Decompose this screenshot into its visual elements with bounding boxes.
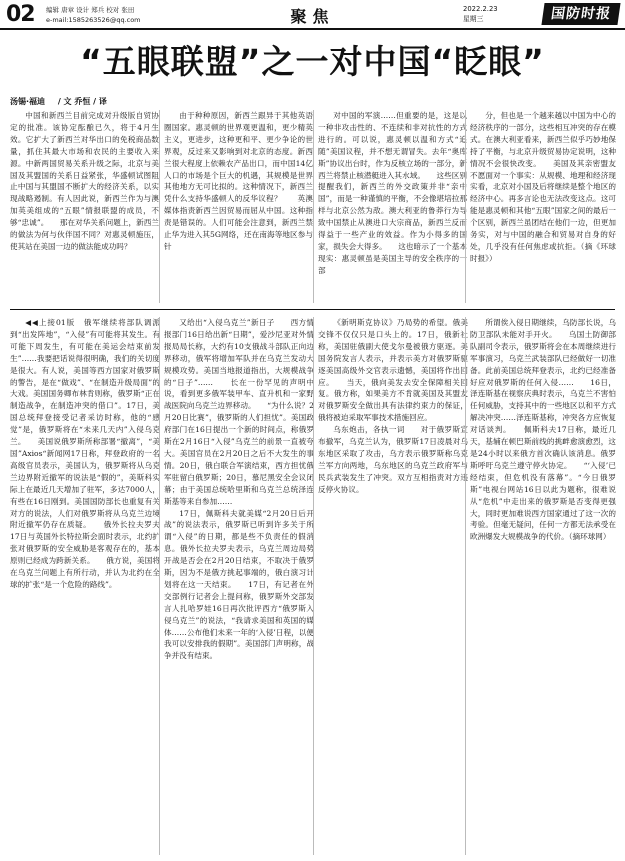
byline-label: 汤锡·福迪 bbox=[10, 97, 46, 106]
byline-author: / 文 乔恒 / 译 bbox=[57, 97, 107, 106]
page-header bbox=[0, 0, 625, 30]
paragraph: 中国和新西兰目前完成对升级版自贸协定的批准。该协定酝酿已久，将于4月生效。它扩大了新西兰对华出口的免税商品数量，抓住其最大市场和农民的主要收入来源。中新两国贸易关系升级之际，北京与美国及其盟国的关系日益紧张，华盛顿试图阻止中国与其盟国不断扩大的经济关系，以实现战略遏制。有人因此说，新西兰作为与澳加英美组成的“五眼”情报联盟的成员，不够“忠诚”。 那在对华关系问题上，新西兰的做法为何与伙伴国不同？对惠灵顿施压，使其站在美国一边的做法能成功吗？ bbox=[10, 111, 159, 251]
article-headline: “五眼联盟”之一对中国“眨眼” bbox=[80, 42, 545, 81]
paragraph: 所谓俟入侵日期继续，乌防部长说，乌防卫部队未能对手开火。 乌国土防御部队副司令表示，俄罗斯将会在本周继续进行军事演习，乌克兰武装部队已经做好一切准备。此前美国总统拜登表示，北约已经准备好应对俄罗斯的任何入侵…… 16日，泽连斯基在视察庆典时表示，乌克兰不害怕任何威胁，支持其中的一些地区以和平方式解决冲突……泽连斯基称，冲突各方应恢复对话谈判。 佩斯科夫17日称，最近几天，基辅在顿巴斯前线的挑衅愈演愈烈，这是24小时以来俄方首次确认该消息。俄罗斯呼吁乌克兰遵守停火协定。 “‘入侵’已经结束，但危机没有落幕”。“今日俄罗斯”电视台网站16日以此为题称，很难说从“危机”中走出来的俄罗斯是否变得更强大，同时更加难说西方国家通过了这一次的考验。但毫无疑问，任何一方都无法承受在欧洲爆发大规模战争的代价。（摘环球网） bbox=[470, 318, 616, 542]
paragraph: 《新明斯克协议》乃局势的希望。俄美交锋不仅仅只是口头上的。17日，俄新社称，美国驻俄副大使戈尔曼被俄方驱逐。美国务院发言人表示，并表示美方对俄罗斯驱逐美国高级外交官表示遗憾，美国将作出回应。 当天，俄向美发去安全保障相关回复。俄方称，如果美方不肯就美国及其盟友对俄罗斯安全做出具有法律约束力的保证，俄将被迫采取军事技术措施回应。 bbox=[318, 318, 468, 423]
paragraph: ◀◀上接01版 俄军继续将部队调派到“出发阵地”，“入侵”有可能将其发生。有可能下周发生，有可能在美运会结束前发生”……我要把话说得很明确，我们的关切度是很大。有人说，美国等西方国家对俄罗斯的警告，是在“做戏”、“在制造升级局面”的大戏。美国国务卿布林肯则称，俄罗斯“正在制造战争，在制造冲突的借口”。17日，美国总统拜登接受记者采访时称，他的“感觉”是，俄罗斯将在“未来几天内”入侵乌克兰。 美国说俄罗斯所称部署“撤离”，“美国”Axios“新闻网17日称，拜登政府的一名高级官员表示，美国认为，俄罗斯将从乌克兰边界附近撤军的说法是“假的”，美斯科实际上在最近几天增加了驻军，多达7000人，有些在16日刚到。美国国防部长也重复有关对方的说法，人们对俄罗斯将从乌克兰边境附近撤军仍存在质疑。 俄外长拉夫罗夫17日与英国外长特拉斯会面时表示，北约扩张对俄罗斯的安全威胁是客观存在的，基本原则已经成为跨新关系。 俄方说，美国将在乌克兰问题上有所行动，并认为北约在全球的扩张“是一个危险的路线”。 bbox=[10, 318, 160, 589]
column-divider bbox=[465, 110, 466, 303]
column-divider bbox=[159, 317, 160, 855]
paragraph: 由于种种原因，新西兰跟异于其他英语圈国家。惠灵顿的世界观更温和，更少精英主义，更进步，这种更和平、更少争论的世界观，反过来又影响到对北京的态度。新西兰很大程度上依赖农产品出口，而中国14亿人口的市场是个巨大的机遇，其规模是世界其他地方无可比拟的。这种情况下，新西兰凭什么支持华盛顿人的反华议程？ 英澳媒体指责新西兰因贸易而屈从中国。这种指责是错误的。人们可能会注意到，新西兰禁止华为进入其5G网络，还在南海等地区参与针 bbox=[164, 111, 313, 251]
column-divider bbox=[313, 317, 314, 855]
page-number: 02 bbox=[6, 2, 35, 27]
paragraph: 又给出“入侵乌克兰”新日子 西方情报部门16日给出新“日期”，爱沙尼亚对外情报局局长称，大约有10支俄战斗部队正向边界移动，俄军将增加军队并在乌克兰发动大规模攻势。美国当地报道指出，大规模战争的“日子”…… 长在一份罕见的声明中说，看到更多俄军装甲车、直升机和一家野战医院向乌克兰边界移动。 “为什么说？2月20日比赛”，俄罗斯的人们担忧”。美国政府部门在16日提出一个新的时间点，称俄罗斯在2月16日“入侵”乌克兰的前景一直被夸大。美国官员在2月20日之后不大发生的事情。20日，俄白联合军演结束，西方担忧俄军驻留白俄罗斯；20日，慕尼黑安全会议闭幕；由于美国总统哈里斯和乌克兰总统泽连斯基等来自参加…… bbox=[164, 318, 314, 506]
bottom-column-1 bbox=[10, 317, 160, 855]
bottom-column-2 bbox=[164, 317, 314, 855]
paragraph: 对中国的军演……但重要的是，这是以一种非攻击性的、不连续和非对抗性的方式进行的。可以说，惠灵顿以温和方式“追随”美国议程，并不想无谓冒失。去年“奥库斯”协议出台时，作为反核立场的一部分，新西兰将禁止核潜艇进入其水域。 这些区别提醒我们，新西兰的外交政策并非“亲中国”，而是一种谨慎的平衡，不会像堪培拉那样与北京公然为敌。澳大利亚的鲁莽行为导致中国禁止从澳进口大宗商品，新西兰反而得益于一些产业的效益。作为小得多的国家，损失会大得多。 这也暗示了一个基本现实：惠灵顿虽是美国主导的安全秩序的一部 bbox=[318, 111, 467, 275]
paragraph: 乌东炮击，各执一词 对于俄罗斯宣布撤军，乌克兰认为，俄罗斯17日凌晨对乌东地区采取了攻击，乌方表示俄罗斯称乌克兰军方向两地，乌东地区的乌克兰政府军与民兵武装发生了冲突。双方互相指责对方违反停火协议。 bbox=[318, 425, 468, 494]
column-divider bbox=[465, 317, 466, 855]
paragraph: 分，但也是一个越来越以中国为中心的经济秩序的一部分，这些相互冲突的存在模式。在澳大利亚看来，新西兰似乎巧妙地保持了平衡，与北京升级贸易协定说明，这种情况不会很快改变。 美国及其亲密盟友不愿面对一个事实：从规模、地理和经济现实看，北京对小国及后将继续是整个地区的经济中心。再多言论也无法改变这点。这可能是惠灵顿和其他“五眼”国家之间的最后一个区别，新西兰虽团结在他们一边，但更加务实，对与中国的融合和贸易对自身的好处，几乎没有任何焦虑或抗拒。（摘《环球时报》） bbox=[470, 111, 616, 263]
section-divider bbox=[10, 309, 615, 310]
top-column-1 bbox=[10, 110, 159, 303]
section-title: 聚焦 bbox=[290, 7, 335, 26]
newspaper-logo: 国防时报 bbox=[541, 3, 620, 25]
issue-weekday: 星期三 bbox=[463, 15, 484, 23]
date-block bbox=[463, 4, 498, 24]
column-divider bbox=[159, 110, 160, 303]
top-column-3 bbox=[318, 110, 467, 303]
column-divider bbox=[313, 110, 314, 303]
top-column-4 bbox=[470, 110, 616, 303]
email-line: e-mail:1585263526@qq.com bbox=[46, 16, 141, 24]
paragraph: 17日，佩斯科夫就美媒“2月20日后开战”的说法表示，俄罗斯已听到许多关于所谓“入侵”的日期，都是些不负责任的假消息。俄外长拉夫罗夫表示，乌克兰周边局势开战是否会在2月20日结束，不取决于俄罗斯，因为不是俄方挑起事端的，俄白演习计划将在这一天结束。 17日，有记者在外交部例行记者会上提问称，俄罗斯外交部发言人扎哈罗娃16日再次批评西方“俄罗斯入侵乌克兰”的说法，“我请求美国和英国的媒体……公布他们未来一年的‘入侵’日程，以便我可以安排我的假期”。美国部门声明称，战争并没有结束。 bbox=[164, 508, 314, 661]
article-byline bbox=[10, 96, 107, 107]
top-column-2 bbox=[164, 110, 313, 303]
bottom-column-4 bbox=[470, 317, 616, 855]
editors-line: 编辑 唐章 设计 郑兵 校对 张田 bbox=[46, 6, 135, 14]
bottom-column-3 bbox=[318, 317, 468, 855]
issue-date: 2022.2.23 bbox=[463, 5, 498, 13]
